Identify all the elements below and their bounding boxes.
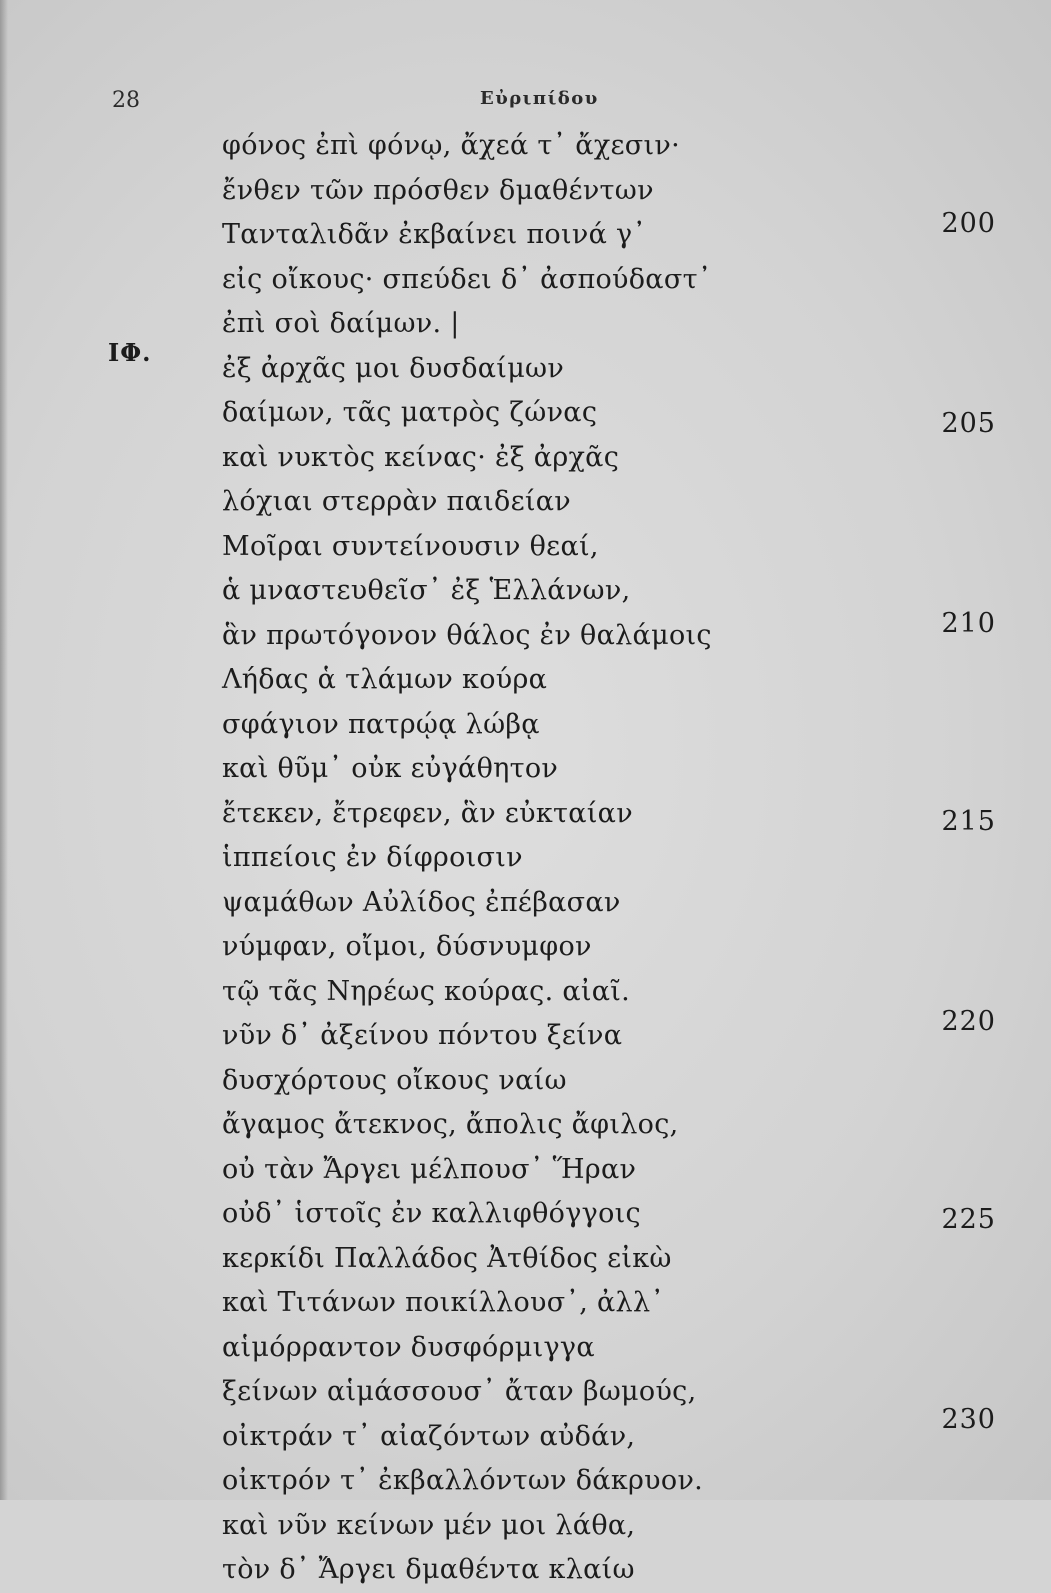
verse-block [222,124,922,1593]
verse-line: καὶ Τιτάνων ποικίλλουσ᾽, ἀλλ᾽ [222,1287,665,1318]
verse-line: ἐξ ἀρχᾶς μοι δυσδαίμων [222,352,565,384]
verse-line: καὶ νυκτὸς κείνας· ἐξ ἀρχᾶς [222,441,620,473]
verse-line: καὶ θῦμ᾽ οὐκ εὐγάθητον [222,753,559,784]
verse-line: ἁ μναστευθεῖσ᾽ ἐξ Ἑλλάνων, [222,575,631,606]
line-number: 210 [941,608,996,639]
line-number: 200 [941,208,996,239]
verse-line: ἔτεκεν, ἔτρεφεν, ἃν εὐκταίαν [222,797,633,829]
verse-line: οἰκτράν τ᾽ αἰαζόντων αὐδάν, [222,1420,636,1452]
line-number: 205 [941,408,996,439]
verse-line: κερκίδι Παλλάδος Ἀτθίδος εἰκὼ [222,1242,672,1274]
page-number: 28 [112,88,140,113]
verse-line: ἱππείοις ἐν δίφροισιν [222,842,523,873]
verse-line: καὶ νῦν κείνων μέν μοι λάθα, [222,1509,636,1541]
line-number: 220 [941,1006,996,1037]
verse-line: λόχιαι στερρὰν παιδείαν [222,486,571,517]
verse-line: νύμφαν, οἴμοι, δύσνυμφον [222,931,592,962]
verse-line: δαίμων, τᾶς ματρὸς ζώνας [222,397,598,428]
page-edge-shadow [0,0,8,1500]
verse-line: τῷ τᾶς Νηρέως κούρας. αἰαῖ. [222,975,631,1007]
verse-line: ἐπὶ σοὶ δαίμων. | [222,308,460,339]
verse-line: οἰκτρόν τ᾽ ἐκβαλλόντων δάκρυον. [222,1465,704,1496]
verse-line: Τανταλιδᾶν ἐκβαίνει ποινά γ᾽ [222,219,647,250]
line-number: 230 [941,1404,996,1435]
verse-line: αἱμόρραντον δυσφόρμιγγα [222,1331,595,1363]
running-title: Εὐριπίδου [480,88,599,109]
speaker-label: ΙΦ. [108,338,152,367]
verse-line: ξείνων αἱμάσσουσ᾽ ἄταν βωμούς, [222,1376,697,1407]
verse-line: οὐδ᾽ ἱστοῖς ἐν καλλιφθόγγοις [222,1198,641,1229]
verse-line: Μοῖραι συντείνουσιν θεαί, [222,530,599,562]
verse-line: τὸν δ᾽ Ἄργει δμαθέντα κλαίω [222,1554,635,1585]
verse-line: σφάγιον πατρῴᾳ λώβᾳ [222,708,540,740]
verse-line: Λήδας ἁ τλάμων κούρα [222,664,548,695]
line-number: 225 [941,1204,996,1235]
verse-line: ἄγαμος ἄτεκνος, ἄπολις ἄφιλος, [222,1109,679,1140]
line-number: 215 [941,806,996,837]
verse-line: δυσχόρτους οἴκους ναίω [222,1064,567,1096]
verse-line: ἔνθεν τῶν πρόσθεν δμαθέντων [222,174,654,206]
verse-line: νῦν δ᾽ ἀξείνου πόντου ξείνα [222,1020,623,1051]
verse-line: ἃν πρωτόγονον θάλος ἐν θαλάμοις [222,619,712,651]
verse-line: ψαμάθων Αὐλίδος ἐπέβασαν [222,886,621,918]
verse-line: οὐ τὰν Ἄργει μέλπουσ᾽ Ἥραν [222,1153,637,1185]
verse-line: φόνος ἐπὶ φόνῳ, ἄχεά τ᾽ ἄχεσιν· [222,130,681,161]
verse-line: εἰς οἴκους· σπεύδει δ᾽ ἀσπούδαστ᾽ [222,263,712,295]
